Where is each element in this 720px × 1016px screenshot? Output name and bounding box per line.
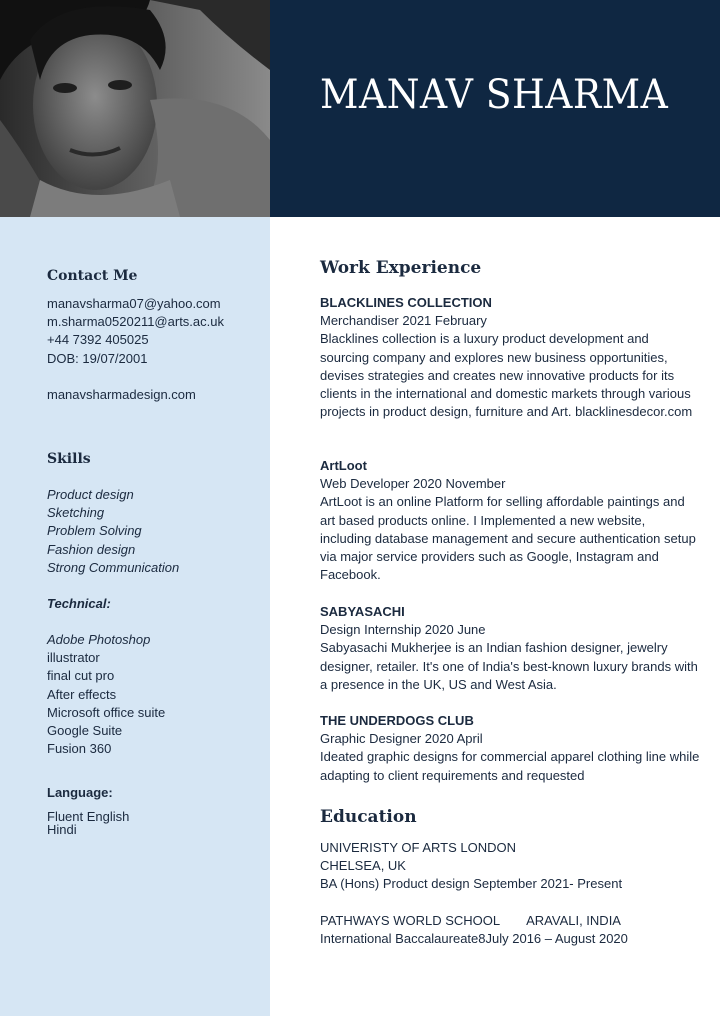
education-course: International Baccalaureate8July 2016 – August 2020 [320,931,628,947]
technical-item: Microsoft office suite [47,704,166,720]
job-role: Web Developer 2020 November [320,476,506,492]
job-entry [320,712,700,785]
language-item: Fluent English [47,809,130,824]
education-institution: UNIVERISTY OF ARTS LONDON [320,840,517,855]
contact-list [47,295,224,368]
technical-item: Fusion 360 [47,741,112,757]
skill-item: Problem Solving [47,523,142,539]
job-role: Design Internship 2020 June [320,622,486,638]
skill-item: Sketching [47,505,105,521]
skill-item: Strong Communication [47,559,180,575]
job-description: Blacklines collection is a luxury product development and sourcing company and explores new business opportunities, devises strategies and creates new innovative products for its clients in the international and domestic markets through various projects in product design, furniture and Art. blacklinesdecor.com [320,331,693,420]
contact-heading: Contact Me [47,268,138,284]
technical-heading: Technical: [47,596,111,611]
contact-phone: +44 7392 405025 [47,332,149,348]
skills-list [47,486,179,577]
contact-website: manavsharmadesign.com [47,387,196,402]
job-entry [320,294,700,421]
contact-email-secondary: m.sharma0520211@arts.ac.uk [47,314,224,330]
education-entry [320,912,700,948]
job-company: ArtLoot [320,458,367,473]
skill-item: Product design [47,487,134,502]
job-company: BLACKLINES COLLECTION [320,295,492,310]
education-course: BA (Hons) Product design September 2021- Present [320,876,623,892]
contact-email: manavsharma07@yahoo.com [47,296,221,311]
technical-item: final cut pro [47,668,115,684]
job-description: ArtLoot is an online Platform for selling affordable paintings and art based products online. I Implemented a new website, including database management and secure authentication setup via major service providers such as Google, Instagram and Facebook. [320,494,696,583]
language-item: Hindi [47,822,77,837]
education-entry [320,839,700,894]
technical-list [47,631,165,758]
technical-item: Adobe Photoshop [47,632,151,647]
job-company: THE UNDERDOGS CLUB [320,713,474,728]
technical-item: After effects [47,686,117,702]
contact-dob: DOB: 19/07/2001 [47,350,148,366]
job-entry [320,603,700,694]
sidebar [0,217,270,1016]
job-role: Merchandiser 2021 February [320,313,487,329]
language-list [47,810,129,836]
education-institution: PATHWAYS WORLD SCHOOL [320,913,501,928]
skill-item: Fashion design [47,541,136,557]
technical-item: illustrator [47,650,100,666]
person-name: MANAV SHARMA [320,72,669,118]
language-heading: Language: [47,785,113,800]
job-entry [320,457,700,584]
work-heading: Work Experience [320,258,482,278]
education-heading: Education [320,807,417,827]
job-description: Sabyasachi Mukherjee is an Indian fashion designer, jewelry designer, retailer. It's one of India's best-known luxury brands with a presence in the UK, US and West Asia. [320,640,698,692]
education-location: ARAVALI, INDIA [526,913,621,928]
job-role: Graphic Designer 2020 April [320,731,483,747]
skills-heading: Skills [47,451,91,467]
education-location: CHELSEA, UK [320,858,406,874]
job-company: SABYASACHI [320,604,405,619]
technical-item: Google Suite [47,723,123,739]
header-banner [270,0,720,217]
job-description: Ideated graphic designs for commercial apparel clothing line while adapting to client requirements and requested [320,749,700,783]
profile-photo [0,0,270,217]
